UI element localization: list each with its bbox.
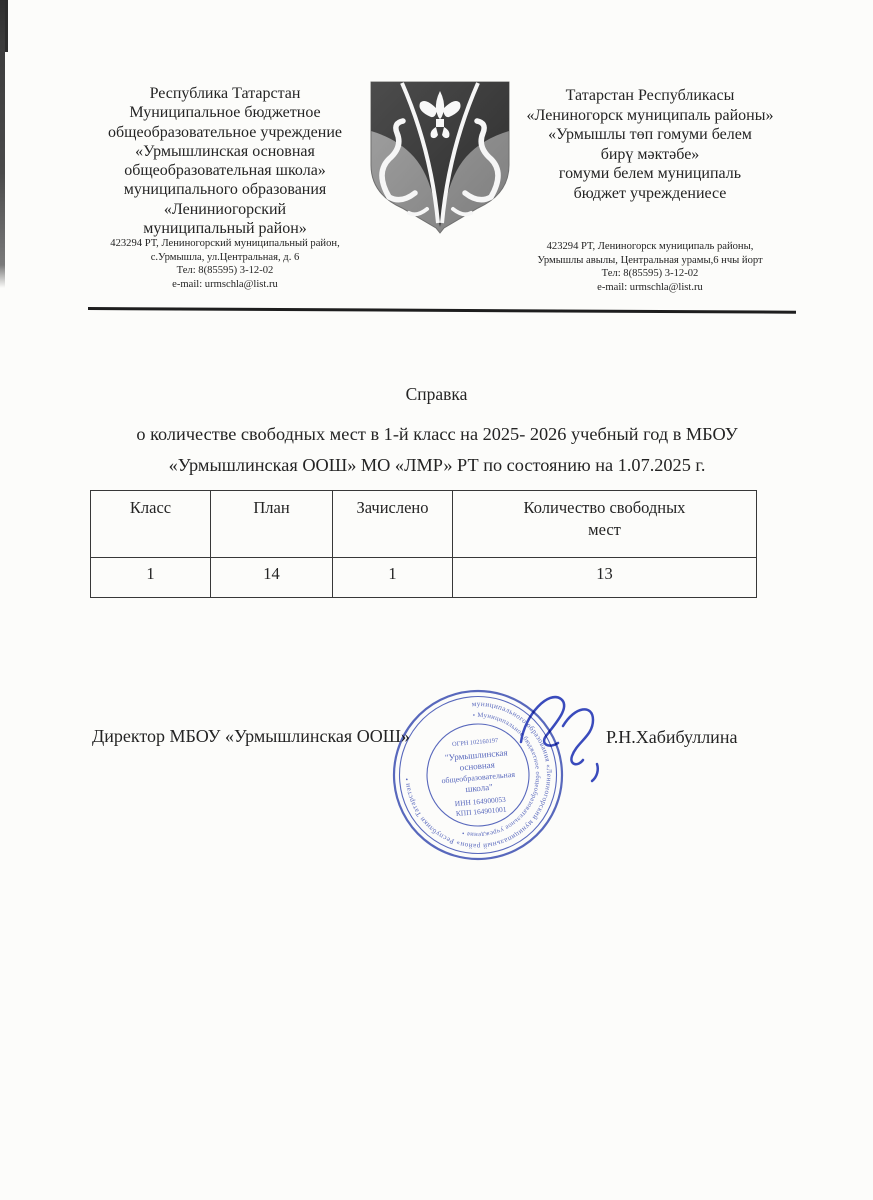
header-free-places: Количество свободных мест — [453, 491, 757, 558]
letterhead-left-org — [86, 84, 364, 238]
org-line: «Урмышлинская основная — [135, 142, 315, 160]
email-line: e-mail: urmschla@list.ru — [597, 281, 703, 293]
handwritten-signature — [505, 680, 630, 788]
header-class: Класс — [91, 491, 211, 558]
address-line: Тел: 8(85595) 3-12-02 — [601, 268, 699, 280]
org-line: «Лениниогорский — [163, 200, 287, 218]
org-line: муниципальный район» — [143, 220, 307, 238]
svg-text:"Урмышлинская: "Урмышлинская — [444, 747, 508, 763]
cell-plan: 14 — [211, 558, 333, 598]
signatory-name: Р.Н.Хабибуллина — [606, 727, 738, 747]
svg-text:ОГРН 102160197: ОГРН 102160197 — [451, 737, 499, 749]
org-line: Муниципальное бюджетное — [129, 104, 321, 122]
svg-text:общеобразовательная: общеобразовательная — [441, 769, 516, 786]
org-line: Татарстан Республикасы — [565, 87, 735, 104]
cell-enrolled: 1 — [333, 558, 453, 598]
org-line: гомуми белем муниципаль — [558, 165, 742, 182]
table-row — [91, 558, 757, 598]
address-line: 423294 РТ, Лениногорск муниципаль районы, — [546, 241, 754, 252]
address-line: с.Урмышла, ул.Центральная, д. 6 — [150, 251, 300, 263]
org-line: «Лениногорск муниципаль районы» — [526, 106, 774, 124]
org-line: «Урмышлы төп гомуми белем — [548, 126, 752, 143]
document-body — [86, 419, 788, 480]
address-line: Тел: 8(85595) 3-12-02 — [176, 265, 274, 277]
document-title: Справка — [405, 384, 468, 404]
letterhead-right-address — [500, 240, 800, 294]
signature-comma — [592, 764, 598, 781]
address-line: 423294 РТ, Лениногорский муниципальный район, — [110, 238, 340, 249]
org-line: бюджет учреждениесе — [573, 184, 727, 202]
vacancy-table — [90, 490, 757, 598]
stamp-ring-text-inner: • Муниципальное бюджетное общеобразовательное учреждение • — [461, 711, 542, 839]
coat-of-arms-icon — [365, 77, 515, 237]
svg-text:ИНН 164900053: ИНН 164900053 — [454, 794, 507, 809]
stamp-ring-text-outer: муниципального образования «Лениногорский муниципальный район» Республики Татарстан • — [403, 699, 554, 851]
svg-text:основная: основная — [459, 759, 496, 773]
svg-text:КПП 164901001: КПП 164901001 — [455, 804, 507, 819]
org-line: бирү мәктәбе» — [600, 145, 700, 163]
header-enrolled: Зачислено — [333, 491, 453, 558]
signature-stroke — [563, 709, 593, 764]
cell-free-places: 13 — [453, 558, 757, 598]
scan-artifact-left-edge — [0, 0, 5, 288]
org-line: общеобразовательная школа» — [124, 162, 326, 180]
address-line: Урмышлы авылы, Центральная урамы,6 нчы йорт — [537, 254, 763, 266]
svg-text:школа": школа" — [465, 781, 494, 795]
org-line: муниципального образования — [123, 181, 327, 199]
body-line: «Урмышлинская ООШ» МО «ЛМР» РТ по состоянию на 1.07.2025 г. — [168, 454, 706, 475]
table-header-row — [91, 491, 757, 558]
header-plan: План — [211, 491, 333, 558]
cell-class: 1 — [91, 558, 211, 598]
email-line: e-mail: urmschla@list.ru — [172, 278, 278, 290]
letterhead-left-address — [78, 237, 372, 291]
letterhead-divider-line — [88, 307, 796, 314]
body-line: о количестве свободных мест в 1-й класс на 2025- 2026 учебный год в МБОУ — [136, 424, 738, 444]
signature-stroke — [521, 697, 564, 746]
letterhead-right-org — [500, 86, 800, 203]
org-line: общеобразовательное учреждение — [108, 123, 342, 141]
org-line: Республика Татарстан — [149, 85, 301, 102]
signature-label: Директор МБОУ «Урмышлинская ООШ» — [92, 726, 410, 746]
